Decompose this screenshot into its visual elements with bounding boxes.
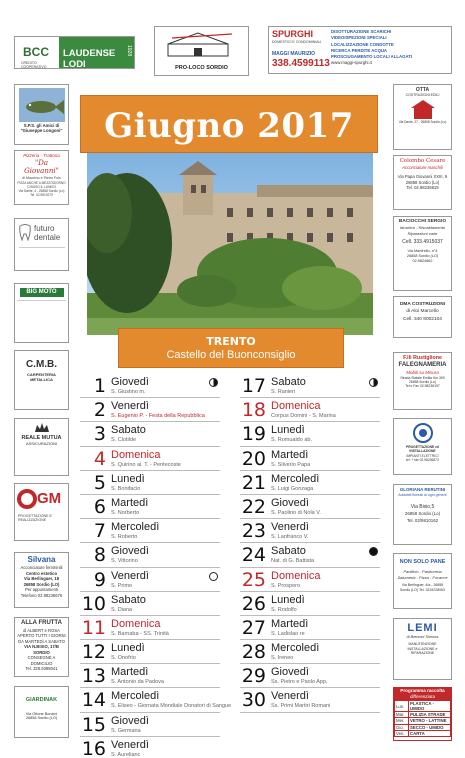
otta-addr: Via Dante, 27 - 26858 Sordio (Lo) bbox=[398, 120, 447, 125]
spurghi-service: VIDEOISPEZIONI SPECIALI bbox=[331, 35, 387, 41]
bcc-tag: BCC bbox=[23, 45, 49, 59]
nonsolopane-city: Sordio (LO) Tel. 3319228063 bbox=[400, 587, 445, 592]
silvana-l2: Via Berlinguer, 18 bbox=[23, 576, 60, 582]
weekday-label: Giovedì bbox=[111, 714, 149, 727]
bacciocchi-fax: 02.9824662 bbox=[412, 259, 433, 264]
bacciocchi-ad bbox=[393, 216, 452, 291]
saint-label: S. Antonio da Padova bbox=[111, 679, 164, 686]
table-row bbox=[395, 712, 451, 718]
day-number: 9 bbox=[93, 568, 106, 591]
saint-label: S. Romualdo ab. bbox=[271, 437, 312, 444]
raccolta-ad bbox=[393, 687, 452, 741]
saint-label: S. Giustino m. bbox=[111, 389, 146, 395]
giardinak-l1: Via Ottone Bonzini bbox=[25, 711, 58, 716]
day-number: 26 bbox=[241, 592, 266, 615]
silvana-l4: Per appuntamenti bbox=[24, 587, 59, 593]
page-title: Giugno 2017 bbox=[104, 106, 354, 146]
calendar-day-row bbox=[240, 664, 380, 688]
raccolta-table bbox=[394, 700, 451, 737]
gm-sub: PROGETTAZIONE E REALIZZAZIONE bbox=[18, 514, 52, 523]
lemi-name: LEMI bbox=[407, 622, 438, 634]
calendar-day-row bbox=[80, 713, 220, 737]
bcc-logo bbox=[15, 37, 59, 69]
saint-label: S. Germana bbox=[111, 727, 141, 734]
fish-icon bbox=[19, 88, 65, 122]
reale-crest-icon bbox=[33, 422, 51, 434]
weekday-label: Sabato bbox=[111, 593, 146, 606]
proloco-logo bbox=[162, 30, 242, 64]
bcc-name: LAUDENSE LODI bbox=[63, 48, 116, 69]
day-number: 19 bbox=[241, 423, 266, 446]
weekday-label: Mercoledì bbox=[271, 472, 320, 485]
table-row bbox=[395, 730, 451, 736]
saint-label: S. Onofrio bbox=[111, 655, 136, 662]
calendar-day-row bbox=[80, 640, 220, 664]
raccolta-type: CARTA bbox=[409, 730, 451, 736]
saint-label: S. Prospero bbox=[271, 582, 301, 589]
table-row bbox=[395, 701, 451, 712]
bacciocchi-tel: Cell. 333.4915037 bbox=[402, 239, 443, 246]
calendar-day-row bbox=[240, 447, 380, 471]
photo-caption bbox=[118, 328, 344, 368]
photo-city: TRENTO bbox=[206, 335, 256, 348]
gm-name: GM bbox=[37, 490, 62, 507]
photo-place: Castello del Buonconsiglio bbox=[166, 349, 296, 361]
raccolta-day: Ven. bbox=[395, 730, 409, 736]
pesca-name2: "Giuseppe Longoni" bbox=[20, 128, 63, 134]
weekday-label: Lunedì bbox=[111, 642, 145, 655]
gloriana-addr: Via Bixio,5 bbox=[410, 503, 435, 510]
calendar-day-row bbox=[80, 543, 220, 567]
days-column-right bbox=[240, 374, 380, 713]
gloriana-sub: Addobbi floreali di ogni genere bbox=[398, 492, 447, 497]
saint-label: S. Ladislao re bbox=[271, 630, 305, 637]
lemi-sub: di Benzoni Simona bbox=[406, 635, 439, 640]
lemi-l2: MANUTENZIONE bbox=[408, 642, 437, 647]
weekday-label: Mercoledì bbox=[111, 690, 160, 703]
weekday-label: Venerdì bbox=[111, 400, 149, 413]
weekday-label: Domenica bbox=[111, 617, 161, 630]
rustiglione-name: F.lli Rustiglione bbox=[403, 355, 442, 361]
calendar-day-row bbox=[240, 422, 380, 446]
nonsolopane-sub2: Salumeria - Pizza - Focacce bbox=[397, 574, 448, 580]
futuro-details bbox=[19, 247, 65, 265]
calendar-day-row bbox=[80, 398, 220, 422]
saint-label: S. Clotilde bbox=[111, 437, 137, 444]
day-number: 25 bbox=[241, 568, 266, 591]
day-number: 12 bbox=[81, 641, 106, 664]
weekday-label: Domenica bbox=[271, 569, 321, 582]
lemi-l3: INSTALLAZIONE e RIPARAZIONE bbox=[407, 646, 438, 656]
saint-label: S. Roberto bbox=[111, 534, 138, 541]
house-icon bbox=[408, 98, 438, 120]
silvana-l5: Telefono 02.98236676 bbox=[20, 592, 63, 598]
otta-ad bbox=[393, 84, 452, 150]
day-number: 10 bbox=[81, 592, 106, 615]
day-number: 29 bbox=[241, 665, 266, 688]
raccolta-day: Gio. bbox=[395, 724, 409, 730]
spurghi-phone: 338.4599113 bbox=[272, 58, 330, 69]
spurghi-service: RICERCA PERDITE ACQUA bbox=[331, 47, 388, 53]
day-number: 18 bbox=[241, 399, 266, 422]
raccolta-type: VETRO - LATTINE bbox=[409, 718, 451, 724]
weekday-label: Lunedì bbox=[271, 424, 305, 437]
cg-sub: PROGETTAZIONE ed INSTALLAZIONE bbox=[406, 445, 439, 454]
day-number: 28 bbox=[241, 641, 266, 664]
bigmoto-ad bbox=[14, 283, 69, 343]
saint-label: S. Eugenio P. - Festa della Repubblica bbox=[111, 413, 205, 420]
raccolta-type: PLASTICA - UMIDO bbox=[409, 701, 451, 712]
month-header bbox=[80, 95, 378, 153]
rustiglione-ad bbox=[393, 352, 452, 410]
pizzeria-addr: Via Dante, 4 - 26858 Sordio (Lo) bbox=[18, 188, 65, 193]
cg-l2: IMPIANTI ELETTRICI bbox=[406, 453, 439, 458]
futuro-name2: dentale bbox=[34, 233, 61, 242]
calendar-day-row bbox=[80, 592, 220, 616]
proloco-ad bbox=[154, 26, 249, 76]
saint-label: S. Ireneo bbox=[271, 655, 294, 662]
spurghi-owner: MAGGI MAURIZIO bbox=[272, 51, 316, 57]
spurghi-service: LOCALIZZAZIONE CONDOTTE bbox=[331, 41, 394, 47]
calendar-day-row bbox=[80, 471, 220, 495]
day-number: 2 bbox=[93, 399, 106, 422]
spurghi-ad bbox=[268, 26, 452, 74]
saint-label: S. Paolino di Nola V. bbox=[271, 509, 321, 516]
calendar-day-row bbox=[240, 471, 380, 495]
day-number: 13 bbox=[81, 665, 106, 688]
day-number: 3 bbox=[93, 423, 106, 446]
castle-illustration bbox=[87, 153, 373, 335]
frutta-l6: Tel. 328.9398041 bbox=[25, 665, 58, 671]
saint-label: S. Lanfranco V. bbox=[271, 534, 309, 541]
spurghi-web: www.maggi-spurghi.it bbox=[331, 60, 372, 66]
day-number: 4 bbox=[93, 447, 106, 470]
gm-ad bbox=[14, 483, 69, 541]
gloriana-city: 26858 Sordio (Lo) bbox=[404, 510, 441, 516]
day-number: 22 bbox=[241, 495, 266, 518]
days-column-left bbox=[80, 374, 232, 758]
silvana-l3: 26858 Sordio (LO) bbox=[23, 581, 60, 587]
cmb-sub: CARPENTERIA METALLICA bbox=[27, 372, 56, 382]
cg-ad bbox=[393, 418, 452, 475]
cmb-ad bbox=[14, 350, 69, 410]
raccolta-day: Mar. bbox=[395, 712, 409, 718]
day-number: 20 bbox=[241, 447, 266, 470]
calendar-day-row bbox=[80, 519, 220, 543]
weekday-label: Mercoledì bbox=[111, 521, 160, 534]
colombo-sub: Acconciature maschili bbox=[402, 165, 443, 171]
frutta-l3: DA MARTEDÌ A SABATO bbox=[18, 638, 65, 644]
rustiglione-tel: Tel e Fax 02.98236197 bbox=[405, 384, 440, 389]
dma-name: DMA COSTRUZIONI bbox=[399, 302, 446, 307]
day-number: 27 bbox=[241, 616, 266, 639]
saint-label: Corpus Domini - S. Marina bbox=[271, 413, 336, 420]
pizzeria-tel: Tel. 02.9810279 bbox=[30, 192, 53, 197]
silvana-name: Silvana bbox=[27, 555, 56, 564]
saint-label: S. Norberto bbox=[111, 509, 140, 516]
day-number: 8 bbox=[93, 544, 106, 567]
calendar-day-row bbox=[80, 422, 220, 446]
calendar-day-row bbox=[80, 616, 220, 640]
futuro-name: futuro bbox=[34, 224, 55, 233]
nonsolopane-name: NON SOLO PANE bbox=[399, 559, 446, 565]
silvana-ad bbox=[14, 552, 69, 608]
saint-label: S. Primo bbox=[111, 582, 133, 589]
saint-label: S. Diana bbox=[111, 606, 133, 613]
saint-label: S. Luigi Gonzaga bbox=[271, 485, 314, 492]
raccolta-title: Programma raccolta bbox=[394, 688, 451, 694]
colombo-ad bbox=[393, 155, 452, 210]
reale-ad bbox=[14, 418, 69, 476]
weekday-label: Martedì bbox=[111, 496, 149, 509]
day-number: 24 bbox=[241, 544, 266, 567]
pizzeria-l2: CHIUSO IL LUNEDÌ bbox=[27, 184, 56, 189]
calendar-day-row bbox=[240, 688, 380, 712]
pizzeria-sub: di Maurizio e Pietro Fois bbox=[22, 176, 61, 181]
bacciocchi-name: BACIOCCHI SERGIO bbox=[398, 219, 447, 224]
colombo-name: Colombo Cesare bbox=[399, 158, 446, 164]
frutta-ad bbox=[14, 617, 69, 677]
otta-sub: COSTRUZIONI EDILI bbox=[405, 93, 440, 97]
pizzeria-ad bbox=[14, 150, 69, 205]
rustiglione-sub: FALEGNAMERIA bbox=[398, 361, 447, 368]
nonsolopane-addr: Via Berlinguer, 4/a - 26858 bbox=[401, 583, 444, 588]
frutta-l5: CONSEGNE A DOMICILIO bbox=[27, 655, 56, 666]
raccolta-type: PULIZIA STRADE bbox=[409, 712, 451, 718]
saint-label: S. Aurelianc bbox=[111, 751, 141, 758]
nonsolopane-ad bbox=[393, 553, 452, 609]
raccolta-type: SECCO - UMIDO bbox=[409, 724, 451, 730]
bacciocchi-sub: Idraulico - Riscaldamento bbox=[399, 225, 446, 231]
day-number: 1 bbox=[93, 375, 106, 397]
weekday-label: Mercoledì bbox=[271, 642, 320, 655]
bcc-sub: CREDITO COOPERATIVO bbox=[21, 61, 47, 69]
moon-phase-icon bbox=[209, 378, 218, 387]
day-number: 30 bbox=[241, 689, 266, 712]
spurghi-service: DISOTTURAZIONE SCARICHI bbox=[331, 29, 392, 34]
frutta-name: ALLA FRUTTA bbox=[21, 620, 62, 626]
frutta-l1: di ALBERT e ROSA bbox=[23, 627, 60, 633]
giardinak-name: GIARDINAK bbox=[25, 697, 58, 703]
moon-phase-icon bbox=[369, 547, 378, 556]
rustiglione-city: 26858 Sordio (Lo) bbox=[408, 379, 437, 384]
weekday-label: Venerdì bbox=[271, 690, 309, 703]
calendar-day-row bbox=[240, 616, 380, 640]
weekday-label: Domenica bbox=[111, 448, 161, 461]
colombo-tel: Tel. 02.98236819 bbox=[406, 185, 439, 191]
calendar-day-row bbox=[80, 688, 232, 712]
calendar-day-row bbox=[240, 543, 380, 567]
proloco-name: PRO-LOCO SORDIO bbox=[175, 65, 228, 71]
calendar-day-row bbox=[240, 495, 380, 519]
weekday-label: Sabato bbox=[271, 545, 306, 558]
weekday-label: Venerdì bbox=[111, 738, 149, 751]
pizzeria-l1: PIZZA ANCHE A MEZZOGIORNO bbox=[17, 180, 66, 185]
calendar-day-row bbox=[240, 519, 380, 543]
calendar-day-row bbox=[80, 495, 220, 519]
dma-ad bbox=[393, 296, 452, 338]
calendar-day-row bbox=[80, 374, 220, 398]
bacciocchi-city: 26858 Sordio (LO) bbox=[406, 254, 439, 259]
saint-label: S. Bonifacio bbox=[111, 485, 141, 492]
saint-label: S. Vittorino bbox=[111, 558, 138, 565]
day-number: 17 bbox=[241, 375, 266, 397]
pesca-name: S.P.S. gli Amici di bbox=[23, 123, 60, 128]
bigmoto-logo: BIG MOTO bbox=[20, 288, 64, 297]
gloriana-ad bbox=[393, 484, 452, 545]
bigmoto-details bbox=[17, 300, 66, 340]
lemi-ad bbox=[393, 618, 452, 680]
saint-label: Ss. Pietro e Paolo App. bbox=[271, 679, 328, 686]
table-row bbox=[395, 724, 451, 730]
saint-label: S. Barnaba - SS. Trinità bbox=[111, 630, 169, 637]
day-number: 14 bbox=[81, 689, 106, 712]
cg-logo-icon bbox=[412, 422, 434, 444]
castle-photo bbox=[87, 153, 373, 335]
calendar-day-row bbox=[80, 447, 220, 471]
raccolta-day: Lun. bbox=[395, 701, 409, 712]
weekday-label: Venerdì bbox=[111, 569, 149, 582]
rustiglione-sub2: Mobili su Misura bbox=[406, 369, 439, 375]
weekday-label: Giovedì bbox=[111, 545, 149, 558]
bcc-year: 1928 bbox=[126, 45, 132, 57]
weekday-label: Lunedì bbox=[111, 472, 145, 485]
bacciocchi-sub2: Riparazioni varie bbox=[407, 230, 438, 236]
calendar-day-row bbox=[240, 374, 380, 398]
calendar-day-row bbox=[240, 640, 380, 664]
weekday-label: Venerdì bbox=[271, 521, 309, 534]
day-number: 11 bbox=[81, 616, 106, 639]
raccolta-title2: differenziata bbox=[394, 694, 451, 700]
day-number: 16 bbox=[81, 737, 106, 758]
gloriana-tel: Tel. 02/9810162 bbox=[406, 518, 439, 524]
tooth-icon bbox=[18, 224, 32, 242]
silvana-l1: Centro estetico bbox=[25, 570, 58, 576]
frutta-l4: VIA N.BIXIO, 17/B SORDIO bbox=[24, 644, 59, 655]
weekday-label: Lunedì bbox=[271, 593, 305, 606]
day-number: 15 bbox=[81, 713, 106, 736]
cmb-name: C.M.B. bbox=[25, 359, 58, 370]
rustiglione-addr: Strada Statale Emilia Km.309 bbox=[400, 375, 445, 380]
weekday-label: Giovedì bbox=[271, 496, 309, 509]
frutta-l2: APERTO TUTTI I GIORNI bbox=[17, 633, 66, 639]
spurghi-name: SPURGHI bbox=[272, 29, 314, 39]
calendar-day-row bbox=[240, 568, 380, 592]
reale-sub: ASSICURAZIONI bbox=[25, 440, 58, 446]
weekday-label: Domenica bbox=[271, 400, 321, 413]
dma-sub: di Aloi Marcello bbox=[406, 308, 439, 314]
weekday-label: Martedì bbox=[271, 617, 309, 630]
calendar-day-row bbox=[240, 398, 380, 422]
weekday-label: Giovedì bbox=[271, 666, 309, 679]
futuro-ad bbox=[14, 218, 69, 271]
weekday-label: Martedì bbox=[271, 448, 309, 461]
gloriana-name: GLORIANA RERUTINI bbox=[399, 487, 446, 492]
colombo-city: 26858 Sordio (Lo) bbox=[405, 179, 440, 185]
moon-phase-icon bbox=[209, 572, 218, 581]
reale-name: REALE MUTUA bbox=[21, 435, 62, 441]
saint-label: S. Silverio Papa bbox=[271, 461, 311, 468]
spurghi-service: PROSCIUGAMENTO LOCALI ALLAGATI bbox=[331, 54, 413, 60]
saint-label: Ss. Primi Martiri Romani bbox=[271, 703, 331, 710]
saint-label: S. Ranieri bbox=[271, 389, 296, 395]
moon-phase-icon bbox=[369, 378, 378, 387]
cg-l3: tel. + fax 02.98236873 bbox=[406, 457, 439, 462]
raccolta-day: Mer. bbox=[395, 718, 409, 724]
calendar-day-row bbox=[80, 568, 220, 592]
giardinak-l2: 26858 Sordio (LO) bbox=[25, 716, 58, 721]
calendar-day-row bbox=[80, 664, 220, 688]
colombo-addr: Via Papa Giovanni XXIII, 9 bbox=[397, 174, 448, 180]
weekday-label: Sabato bbox=[111, 424, 146, 437]
pizzeria-brand: "Da Giovanni" bbox=[24, 158, 59, 176]
saint-label: S. Quirino ai. T. - Pentecoste bbox=[111, 461, 181, 468]
dma-tel: Cell. 340 8002104 bbox=[403, 317, 442, 323]
silvana-sub: Acconciature femminili bbox=[20, 565, 63, 571]
day-number: 7 bbox=[93, 520, 106, 543]
weekday-label: Giovedì bbox=[111, 376, 149, 388]
day-number: 5 bbox=[93, 471, 106, 494]
saint-label: Nat. di G. Battista bbox=[271, 558, 315, 565]
day-number: 23 bbox=[241, 520, 266, 543]
spurghi-sub: DOMESTICI E CONDOMINIALI bbox=[272, 40, 322, 44]
day-number: 6 bbox=[93, 495, 106, 518]
weekday-label: Martedì bbox=[111, 666, 149, 679]
bcc-ad bbox=[14, 36, 135, 69]
otta-name: OTTA bbox=[415, 87, 430, 93]
giardinak-ad bbox=[14, 686, 69, 738]
calendar-day-row bbox=[80, 737, 220, 758]
gm-logo-icon bbox=[17, 489, 37, 509]
weekday-label: Sabato bbox=[271, 376, 306, 388]
spurghi-services bbox=[331, 29, 449, 67]
table-row bbox=[395, 718, 451, 724]
day-number: 21 bbox=[241, 471, 266, 494]
pesca-ad bbox=[14, 84, 69, 145]
saint-label: S. Rodolfo bbox=[271, 606, 297, 613]
saint-label: S. Eliseo - Giornata Mondiale Donatori di Sangue bbox=[111, 703, 232, 710]
bacciocchi-addr: Via Martirello, n°4 bbox=[407, 249, 438, 253]
nonsolopane-sub: Panificio - Pasticceria bbox=[403, 569, 442, 575]
pizzeria-name: Pizzeria - Trattoria bbox=[23, 153, 60, 158]
calendar-day-row bbox=[240, 592, 380, 616]
